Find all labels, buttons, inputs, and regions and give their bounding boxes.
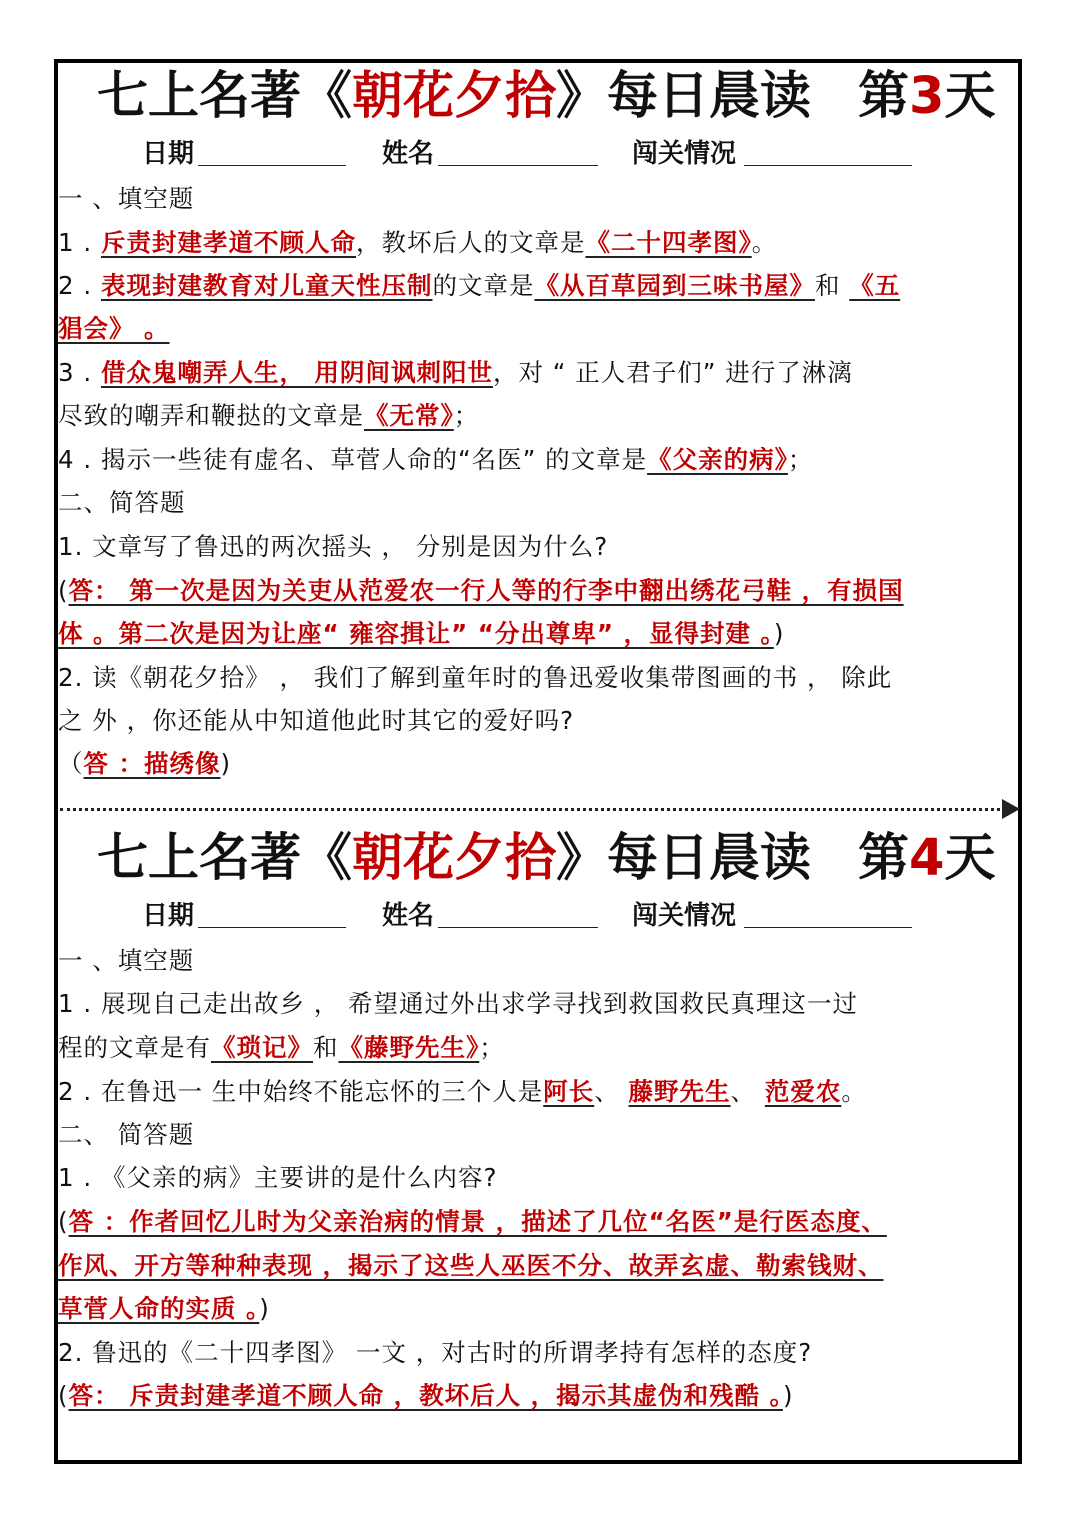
answer: 《五 [849,271,901,300]
answer: 《二十四孝图》 [585,228,752,257]
short-answer-2 [58,743,231,785]
text-segment: 2 . 在鲁迅一 生中始终不能忘怀的三个人是 [58,1077,544,1106]
status-field[interactable] [744,927,912,928]
status-label: 闯关情况 [632,901,737,931]
answer: 猖会》 。 [58,314,170,343]
text-segment: （ [58,749,84,778]
answer: 答 ：作者回忆儿时为父亲治病的情景 ，描述了几位“名医”是行医态度、 [68,1207,887,1236]
text-segment: 4 . [58,445,101,474]
answer: 斥责封建孝道不顾人命 [100,228,356,257]
date-field[interactable] [198,165,346,166]
text-segment: ； [453,401,480,430]
answer: 藤野先生 [628,1077,731,1106]
day-suffix: 天 [944,829,996,888]
text-segment: ) [773,619,785,648]
short-question-2: 2. 鲁迅的《二十四孝图》 一文 ，对古时的所谓孝持有怎样的态度? [58,1338,813,1367]
text-segment: ) [259,1294,270,1323]
text-segment: ( [58,1207,69,1236]
short-answer-1-end [58,1288,270,1330]
answer: 草菅人命的实质 。 [58,1294,260,1323]
title-prefix: 七上名著《 [97,67,353,126]
date-label: 日期 [142,901,195,931]
answer: 范爱农 [764,1077,842,1106]
section-divider [60,808,1012,811]
day4-info-row [0,896,1080,936]
name-field[interactable] [438,165,598,166]
answer: 阿长 [543,1077,595,1106]
text-segment: ( [58,1381,69,1410]
short-question-2-cont: 之 外 ，你还能从中知道他此时其它的爱好吗? [58,706,575,735]
name-field[interactable] [438,927,598,928]
title-prefix: 七上名著《 [97,829,353,888]
day-number: 3 [909,67,945,126]
answer: 表现封建教育对儿童天性压制 [100,271,433,300]
day-number: 4 [909,829,945,888]
short-answer-1 [58,570,904,612]
fill-item-2 [58,265,900,307]
text-segment: 。 [751,228,778,257]
text-segment: 和 [814,271,850,300]
title-suffix: 》每日晨读 [556,67,812,126]
day3-title [0,57,1080,137]
answer: 借众鬼嘲弄人生， 用阴间讽刺阳世 [100,358,493,387]
status-label: 闯关情况 [632,139,737,169]
day3-info-row [0,134,1080,174]
title-suffix: 》每日晨读 [556,829,812,888]
text-segment: 1 . [58,228,101,257]
text-segment: ； [787,445,814,474]
fill-item-3 [58,352,853,394]
date-field[interactable] [198,927,346,928]
answer: 体 。第二次是因为让座“ 雍容揖让” “分出尊卑” ，显得封建 。 [58,619,774,648]
day4-title [0,819,1080,899]
answer: 答： 第一次是因为关吏从范爱农一行人等的行李中翻出绣花弓鞋 ，有损国 [68,576,904,605]
text-segment: 2 . [58,271,101,300]
text-segment: ) [220,749,232,778]
answer: 答： 斥责封建孝道不顾人命 ，教坏后人 ，揭示其虚伪和残酷 。 [68,1381,783,1410]
text-segment: ，对 “ 正人君子们” 进行了淋漓 [492,358,853,387]
text-segment: 程的文章是有 [58,1033,211,1062]
short-question-1: 1 . 《父亲的病》主要讲的是什么内容? [58,1163,498,1192]
text-segment: 揭示一些徒有虚名、草菅人命的“名医” 的文章是 [100,445,648,474]
fill-item-1 [58,222,777,264]
text-segment: ) [782,1381,794,1410]
status-field[interactable] [744,165,912,166]
short-question-2: 2. 读《朝花夕拾》 ， 我们了解到童年时的鲁迅爱收集带图画的书 ， 除此 [58,663,893,692]
short-question-1: 1. 文章写了鲁迅的两次摇头 ， 分别是因为什么? [58,532,609,561]
answer: 作风、开方等种种表现 ，揭示了这些人巫医不分、故弄玄虚、勒索钱财、 [58,1251,884,1280]
text-segment: 、 [594,1077,629,1106]
day-prefix: 第 [858,67,910,126]
text-segment: 3 . [58,358,101,387]
short-answer-2 [58,1375,794,1417]
answer: 《藤野先生》 [338,1033,480,1062]
fill-item-4 [58,439,813,481]
answer: 《从百草园到三味书屋》 [534,271,815,300]
text-segment: ； [479,1033,505,1062]
short-answer-1 [58,1201,887,1243]
short-heading: 二、 简答题 [58,1120,195,1149]
answer: 《无常》 [364,401,454,430]
day-prefix: 第 [858,829,910,888]
day-suffix: 天 [944,67,996,126]
answer: 《琐记》 [211,1033,313,1062]
answer: 《父亲的病》 [647,445,788,474]
name-label: 姓名 [382,139,435,169]
fill-heading: 一 、填空题 [58,946,195,975]
title-book: 朝花夕拾 [352,829,557,888]
text-segment: 。 [841,1077,867,1106]
title-book: 朝花夕拾 [352,67,557,126]
fill-item-1-cont [58,1027,505,1069]
short-answer-1-cont [58,1245,884,1287]
fill-item-3-cont [58,395,479,437]
text-segment: 的文章是 [432,271,535,300]
text-segment: 尽致的嘲弄和鞭挞的文章是 [58,401,364,430]
fill-item-2-cont [58,308,170,350]
short-heading: 二、简答题 [58,488,186,517]
fill-item-2 [58,1071,867,1113]
text-segment: 和 [313,1033,339,1062]
text-segment: ( [58,576,69,605]
fill-heading: 一 、填空题 [58,184,195,213]
name-label: 姓名 [382,901,435,931]
fill-item-1: 1 . 展现自己走出故乡 ， 希望通过外出求学寻找到救国救民真理这一过 [58,989,859,1018]
date-label: 日期 [142,139,195,169]
text-segment: ，教坏后人的文章是 [355,228,586,257]
answer: 答 ：描绣像 [83,749,221,778]
short-answer-1-cont [58,613,784,655]
arrow-right-icon [1002,799,1020,819]
text-segment: 、 [730,1077,765,1106]
